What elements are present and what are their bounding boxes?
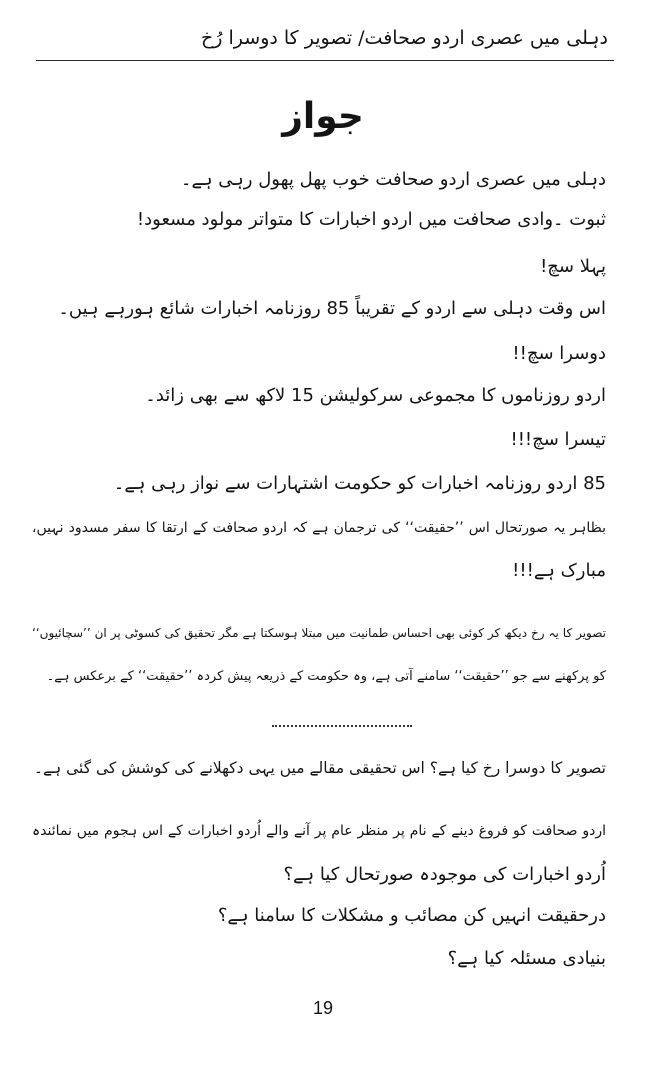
body-line: اردو روزناموں کا مجموعی سرکولیشن 15 لاکھ سے بھی زائد۔ bbox=[145, 385, 606, 406]
body-line: تصویر کا دوسرا رخ کیا ہے؟ اس تحقیقی مقالے میں یہی دکھلانے کی کوشش کی گئی ہے۔ bbox=[33, 759, 606, 777]
body-line: بنیادی مسئلہ کیا ہے؟ bbox=[447, 948, 606, 969]
body-line: درحقیقت انہیں کن مصائب و مشکلات کا سامنا ہے؟ bbox=[217, 905, 606, 926]
body-line: تیسرا سچ!!! bbox=[510, 429, 606, 450]
body-line: پہلا سچ! bbox=[540, 256, 606, 277]
body-line: اردو صحافت کو فروغ دینے کے نام پر منظر عام پر آنے والے اُردو اخبارات کے اس ہجوم میں نمائندہ bbox=[32, 823, 606, 839]
body-line: دوسرا سچ!! bbox=[512, 343, 606, 364]
body-line: اُردو اخبارات کی موجودہ صورتحال کیا ہے؟ bbox=[283, 864, 606, 885]
chapter-title: جواز bbox=[282, 96, 364, 137]
body-line: بظاہر یہ صورتحال اس ’’حقیقت‘‘ کی ترجمان ہے کہ اردو صحافت کے ارتقا کا سفر مسدود نہیں، bbox=[32, 520, 606, 536]
body-line: مبارک ہے!!! bbox=[512, 560, 606, 581]
section-separator bbox=[272, 725, 412, 727]
body-line: 85 اردو روزنامہ اخبارات کو حکومت اشتہارات سے نواز رہی ہے۔ bbox=[113, 473, 606, 494]
body-line: ثبوت ۔وادی صحافت میں اردو اخبارات کا متواتر مولود مسعود! bbox=[136, 209, 606, 230]
body-line: دہلی میں عصری اردو صحافت خوب پھل پھول رہی ہے۔ bbox=[180, 169, 606, 190]
body-line: اس وقت دہلی سے اردو کے تقریباً 85 روزنامہ اخبارات شائع ہورہے ہیں۔ bbox=[58, 298, 606, 319]
body-line: تصویر کا یہ رخ دیکھ کر کوئی بھی احساس طمانیت میں مبتلا ہوسکتا ہے مگر تحقیق کی کسوٹی پر ان ’’سچائیوں‘‘ bbox=[32, 626, 606, 640]
header-rule bbox=[36, 60, 614, 61]
body-line: کو پرکھنے سے جو ’’حقیقت‘‘ سامنے آتی ہے، وہ حکومت کے ذریعہ پیش کردہ ’’حقیقت‘‘ کے برعکس ہے۔ bbox=[46, 669, 606, 684]
running-header: دہلی میں عصری اردو صحافت/ تصویر کا دوسرا رُخ bbox=[201, 27, 608, 49]
page-number: 19 bbox=[312, 998, 334, 1018]
